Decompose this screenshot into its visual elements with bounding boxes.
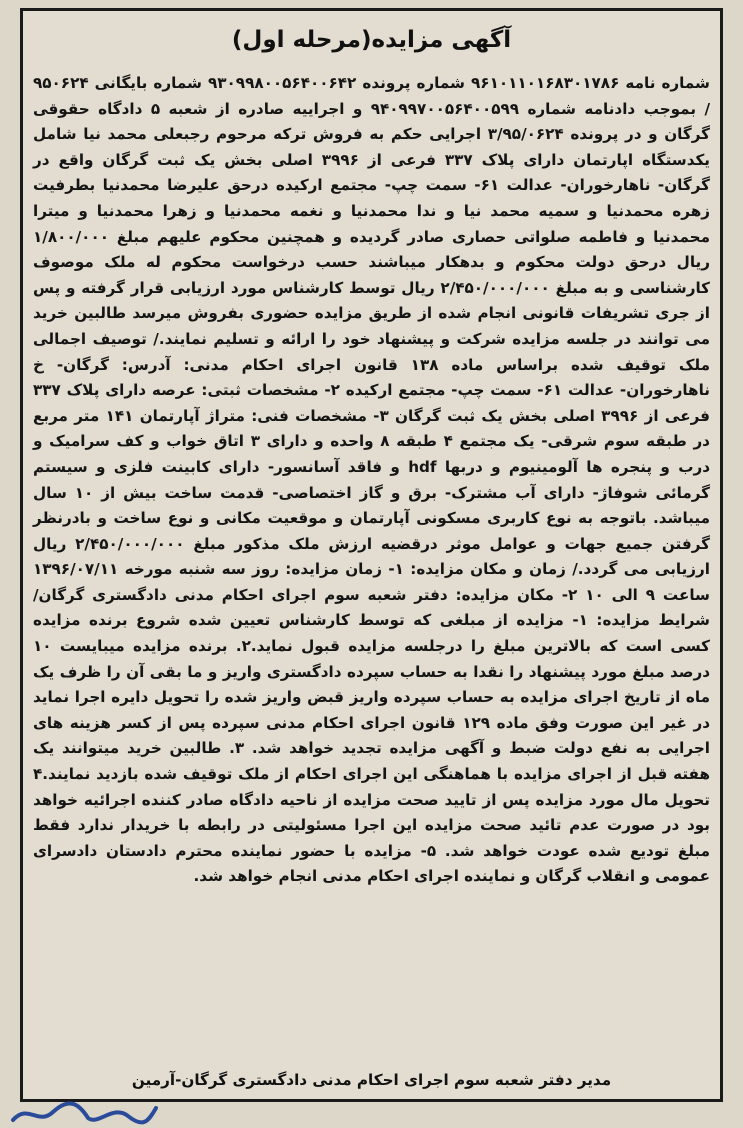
notice-signature: مدیر دفتر شعبه سوم اجرای احکام مدنی دادگستری گرگان-آرمین [131, 1071, 612, 1089]
notice-title: آگهی مزایده(مرحله اول) [231, 27, 512, 53]
handwritten-mark-icon [8, 1098, 158, 1128]
notice-frame [20, 8, 723, 1102]
notice-body: شماره نامه ۹۶۱۰۱۱۰۱۶۸۳۰۱۷۸۶ شماره پرونده ۹۳۰۹۹۸۰۰۵۶۴۰۰۶۴۲ شماره بایگانی ۹۵۰۶۲۴ / بموجب دادنامه شماره ۹۴۰۹۹۷۰۰۵۶۴۰۰۵۹۹ و اجراییه صادره از شعبه ۵ دادگاه حقوقی گرگان و در پرونده ۳/۹۵/۰۶۲۴ اجرایی حکم به فروش ترکه مرحوم رجبعلی محمد نیا شامل یکدستگاه اپارتمان دارای پلاک ۳۳۷ فرعی از ۳۹۹۶ اصلی بخش یک ثبت گرگان واقع در گرگان- ناهارخوران- عدالت ۶۱- سمت چپ- مجتمع ارکیده درحق علیرضا محمدنیا بطرفیت زهره محمدنیا و سمیه محمد نیا و ندا محمدنیا و نغمه محمدنیا و زهرا محمدنیا و میترا محمدنیا و فاطمه صلواتی حصاری صادر گردیده و همچنین محکوم علیهم مبلغ ۱/۸۰۰/۰۰۰ ریال درحق دولت محکوم و بدهکار میباشند حسب درخواست محکوم له ملک موصوف کارشناسی و به مبلغ ۲/۴۵۰/۰۰۰/۰۰۰ ریال توسط کارشناس مورد ارزیابی قرار گرفته و پس از جری تشریفات قانونی انجام شده از طریق مزایده حضوری بفروش میرسد طالبین خرید می توانند در جلسه مزایده شرکت و پیشنهاد خود را ارائه و تسلیم نمایند./ توصیف اجمالی ملک توقیف شده براساس ماده ۱۳۸ قانون اجرای احکام مدنی: آدرس: گرگان- خ ناهارخوران- عدالت ۶۱- سمت چپ- مجتمع ارکیده ۲- مشخصات ثبتی: عرصه دارای پلاک ۳۳۷ فرعی از ۳۹۹۶ اصلی بخش یک ثبت گرگان ۳- مشخصات فنی: متراژ آپارتمان ۱۴۱ متر مربع در طبقه سوم شرقی- یک مجتمع ۴ طبقه ۸ واحده و دارای ۳ اتاق خواب و کف سرامیک و درب و پنجره ها آلومینیوم و دربها hdf و فاقد آسانسور- دارای کابینت فلزی و سیستم گرمائی شوفاژ- دارای آب مشترک- برق و گاز اختصاصی- قدمت ساخت بیش از ۱۰ سال میباشد. باتوجه به نوع کاربری مسکونی آپارتمان و موقعیت مکانی و نوع ساخت و بادرنظر گرفتن جمیع جهات و عوامل موثر درقضیه ارزش ملک مذکور مبلغ ۲/۴۵۰/۰۰۰/۰۰۰ ریال ارزیابی می گردد./ زمان و مکان مزایده: ۱- زمان مزایده: روز سه شنبه مورخه ۱۳۹۶/۰۷/۱۱ ساعت ۹ الی ۱۰ ۲- مکان مزایده: دفتر شعبه سوم اجرای احکام مدنی دادگستری گرگان/ شرایط مزایده: ۱- مزایده از مبلغی که توسط کارشناس تعیین شده شروع برنده مزایده کسی است که بالاترین مبلغ را درجلسه مزایده قبول نماید.۲. برنده مزایده میبایست ۱۰ درصد مبلغ مورد پیشنهاد را نقدا به حساب سپرده دادگستری واریز و ما بقی آن را ظرف یک ماه از تاریخ اجرای مزایده به حساب سپرده واریز قبض واریز شده را تحویل دایره اجرا نماید در غیر این صورت وفق ماده ۱۲۹ قانون اجرای احکام مدنی سپرده پس از کسر هزینه های اجرایی به نفع دولت ضبط و آگهی مزایده تجدید خواهد شد. ۳. طالبین خرید میتوانند یک هفته قبل از اجرای مزایده با هماهنگی این اجرای احکام از ملک توقیف شده بازدید نمایند.۴ تحویل مال مورد مزایده پس از تایید صحت مزایده از ناحیه دادگاه صادر کننده اجرائیه خواهد بود در صورت عدم تائید صحت مزایده این اجرا مسئولیتی در رابطه با خریدار ندارد فقط مبلغ تودیع شده عودت خواهد شد. ۵- مزایده با حضور نماینده محترم دادستان دادسرای عمومی و انقلاب گرگان و نماینده اجرای احکام مدنی انجام خواهد شد. [33, 74, 711, 886]
